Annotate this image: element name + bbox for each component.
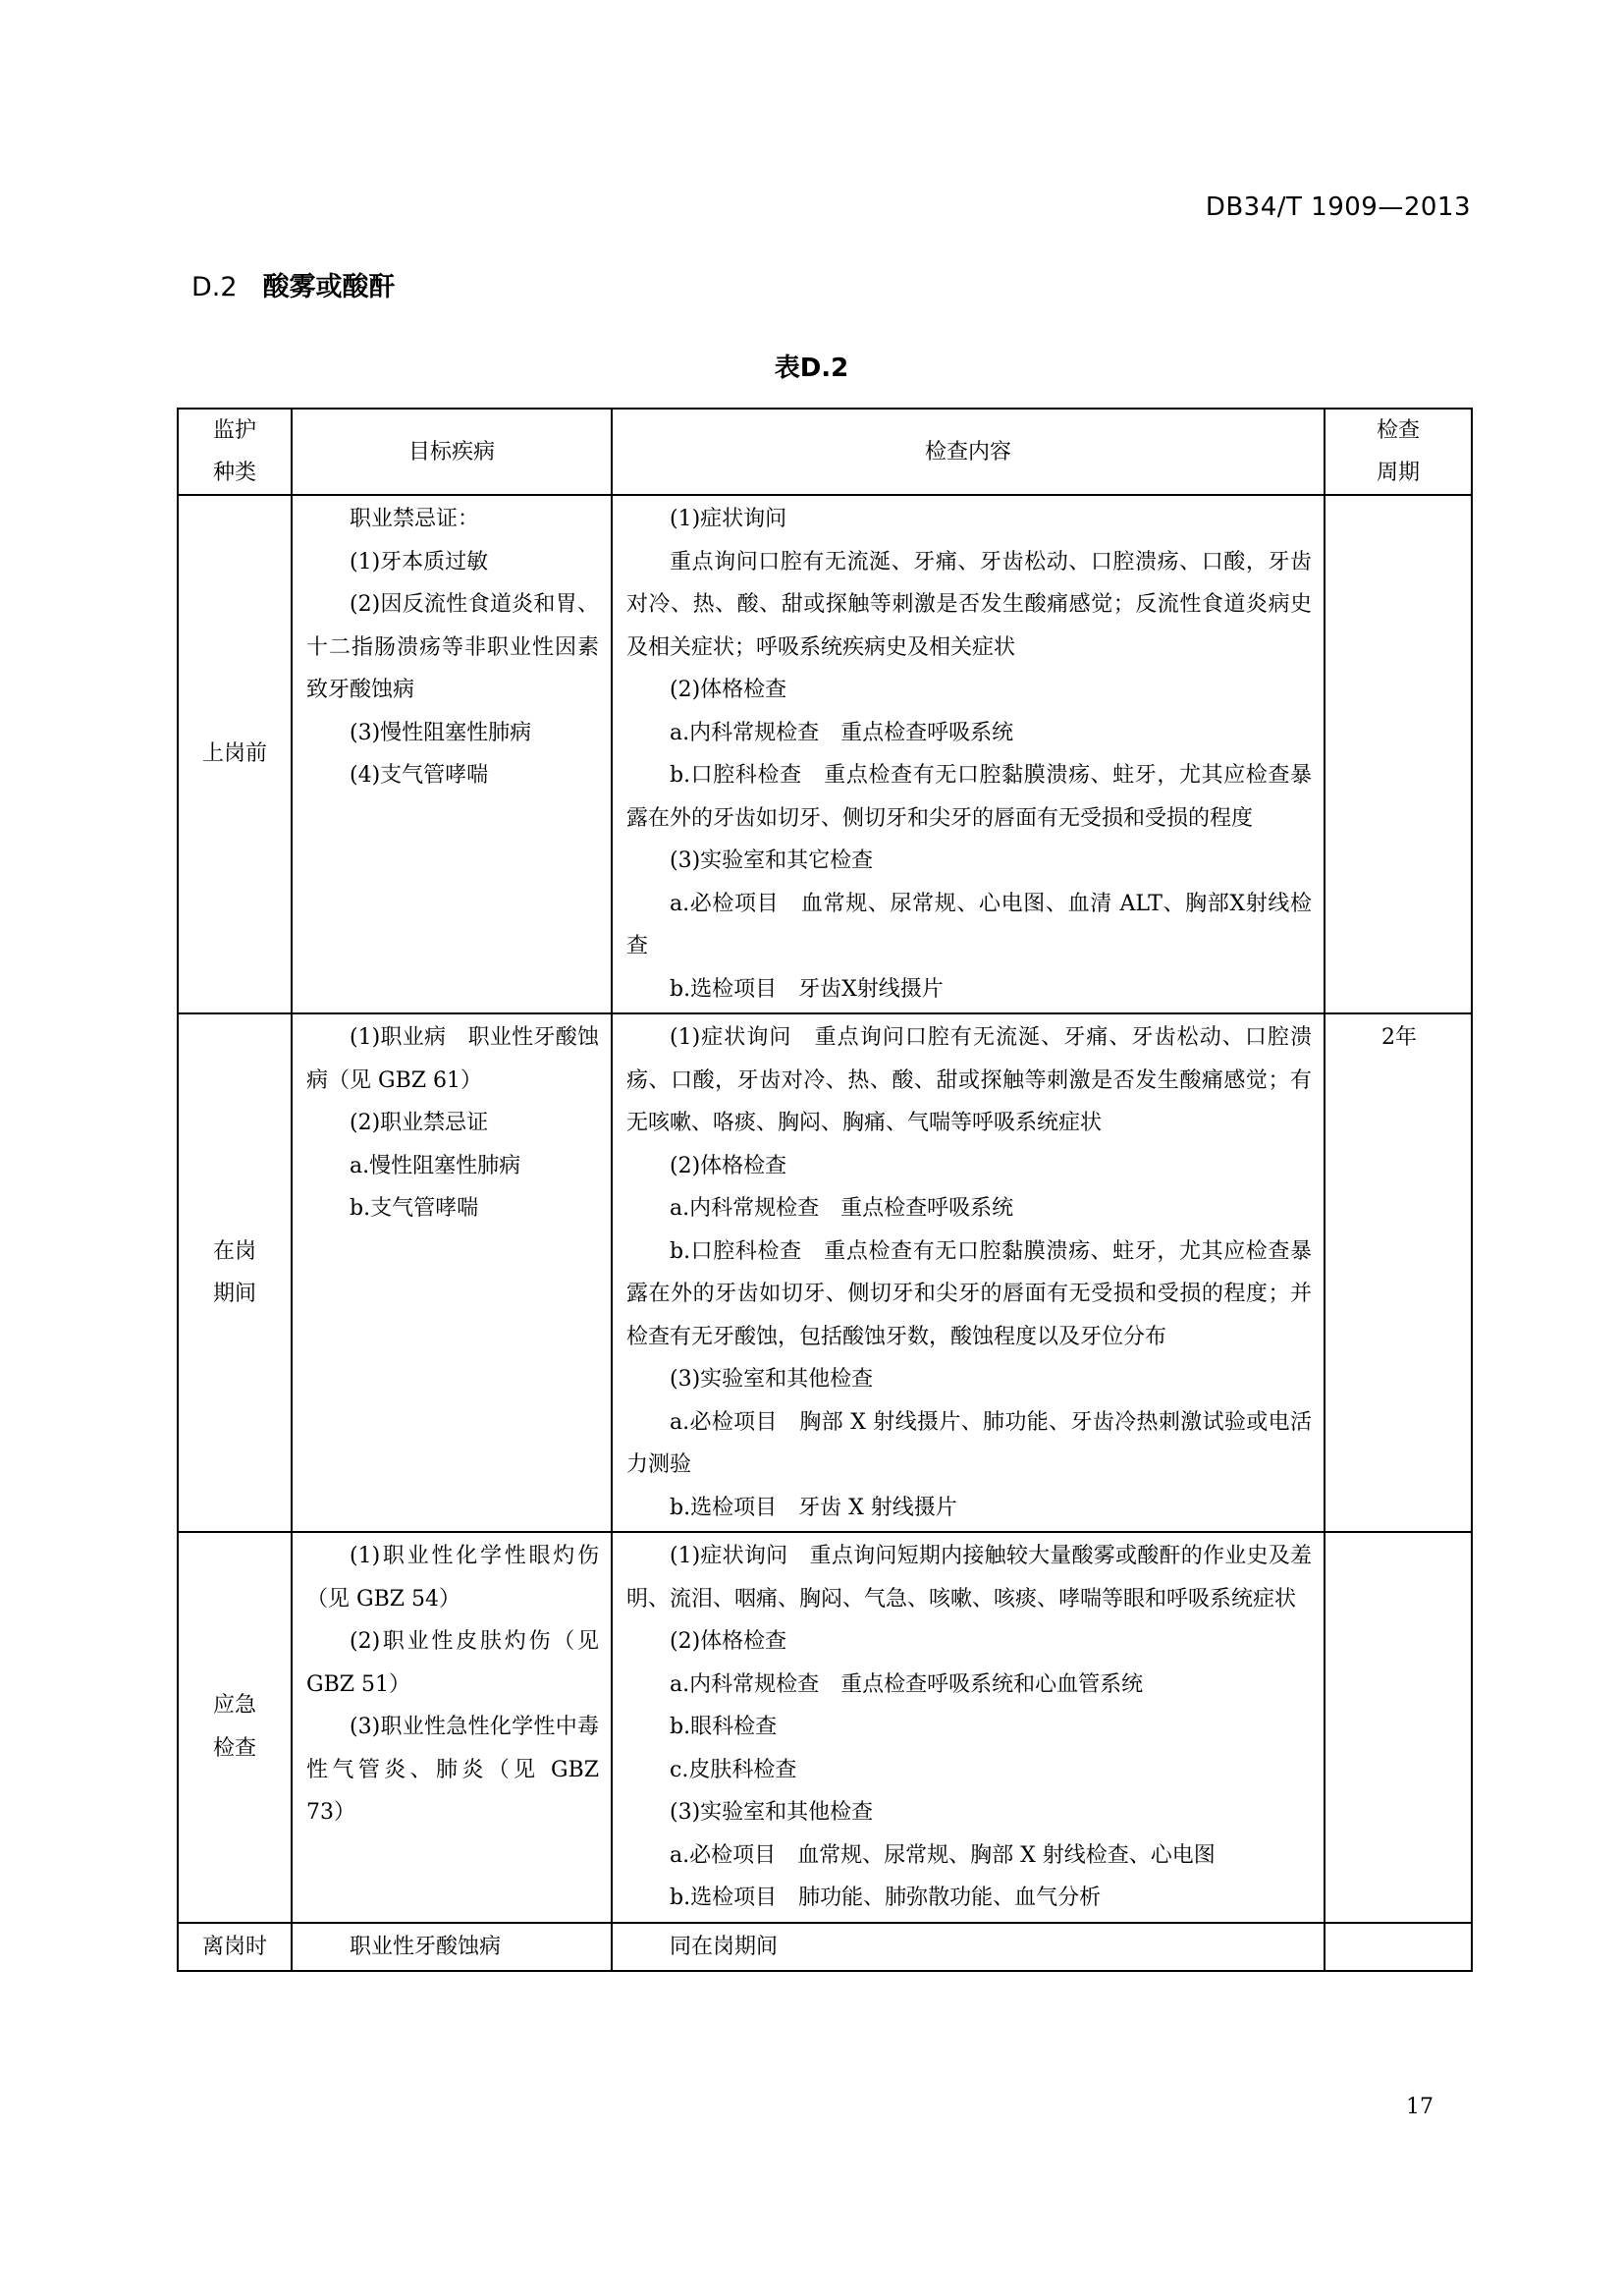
- header-category: [178, 409, 292, 495]
- content-line: c.皮肤科检查: [670, 1757, 797, 1782]
- content-line: a.必检项目 胸部 X 射线摄片、肺功能、牙齿冷热刺激试验或电活力测验: [626, 1409, 1312, 1477]
- period-value: [1325, 1533, 1471, 1537]
- disease-line: (3)慢性阻塞性肺病: [350, 720, 532, 745]
- disease-line: (2)职业禁忌证: [350, 1111, 489, 1135]
- disease-line: (1)职业性化学性眼灼伤（见 GBZ 54）: [306, 1544, 599, 1612]
- document-code: DB34/T 1909—2013: [1205, 192, 1471, 222]
- disease-cell: [292, 495, 612, 1013]
- content-line: a.必检项目 血常规、尿常规、心电图、血清 ALT、胸部X射线检查: [626, 891, 1312, 958]
- table-header-row: [178, 409, 1472, 495]
- page-number: 17: [1406, 2095, 1434, 2119]
- category-cell: [178, 495, 292, 1013]
- content-line: (2)体格检查: [670, 678, 787, 702]
- content-line: b.选检项目 肺功能、肺弥散功能、血气分析: [670, 1886, 1102, 1910]
- content-cell: [612, 495, 1325, 1013]
- period-cell: [1325, 1532, 1472, 1923]
- content-cell: [612, 1532, 1325, 1923]
- content-line: 同在岗期间: [670, 1934, 779, 1959]
- disease-line: (1)职业病 职业性牙酸蚀病（见 GBZ 61）: [306, 1025, 599, 1093]
- table-row: [178, 1532, 1472, 1923]
- content-line: 重点询问口腔有无流涎、牙痛、牙齿松动、口腔溃疡、口酸，牙齿对冷、热、酸、甜或探触等刺激是否发生酸痛感觉；反流性食道炎病史及相关症状；呼吸系统疾病史及相关症状: [626, 549, 1312, 660]
- category-cell: [178, 1013, 292, 1532]
- content-cell: [612, 1923, 1325, 1972]
- period-cell: [1325, 1923, 1472, 1972]
- header-category-line: 监护: [212, 418, 256, 443]
- period-value: 2年: [1381, 1025, 1417, 1050]
- content-line: (1)症状询问 重点询问口腔有无流涎、牙痛、牙齿松动、口腔溃疡、口酸，牙齿对冷、热、酸、甜或探触等刺激是否发生酸痛感觉；有无咳嗽、咯痰、胸闷、胸痛、气喘等呼吸系统症状: [626, 1025, 1312, 1135]
- header-period: [1325, 409, 1472, 495]
- content-line: a.内科常规检查 重点检查呼吸系统: [670, 1196, 1014, 1221]
- content-cell: [612, 1013, 1325, 1532]
- disease-line: 职业性牙酸蚀病: [350, 1934, 502, 1959]
- category-label: 期间: [212, 1282, 256, 1306]
- category-label: 检查: [212, 1735, 256, 1761]
- disease-line: 职业禁忌证：: [350, 507, 480, 531]
- table-row: [178, 1013, 1472, 1532]
- disease-line: (2)职业性皮肤灼伤（见 GBZ 51）: [306, 1629, 599, 1697]
- period-cell: [1325, 495, 1472, 1013]
- disease-line: (2)因反流性食道炎和胃、十二指肠溃疡等非职业性因素致牙酸蚀病: [306, 592, 599, 702]
- disease-line: (1)牙本质过敏: [350, 549, 489, 574]
- header-period-line: 检查: [1376, 418, 1420, 443]
- content-line: b.眼科检查: [670, 1715, 778, 1739]
- disease-cell: [292, 1532, 612, 1923]
- period-cell: [1325, 1013, 1472, 1532]
- content-line: a.必检项目 血常规、尿常规、胸部 X 射线检查、心电图: [670, 1842, 1216, 1868]
- header-category-line: 种类: [212, 461, 256, 485]
- content-line: (3)实验室和其他检查: [670, 1800, 874, 1825]
- content-line: b.口腔科检查 重点检查有无口腔黏膜溃疡、蛀牙，尤其应检查暴露在外的牙齿如切牙、侧切牙和尖牙的唇面有无受损和受损的程度；并检查有无牙酸蚀，包括酸蚀牙数，酸蚀程度以及牙位分布: [626, 1238, 1312, 1349]
- content-line: b.选检项目 牙齿X射线摄片: [670, 976, 944, 1002]
- content-line: (1)症状询问: [670, 507, 787, 531]
- content-line: (2)体格检查: [670, 1153, 787, 1178]
- header-period-line: 周期: [1376, 461, 1420, 485]
- disease-line: b.支气管哮喘: [350, 1196, 479, 1221]
- category-label: 在岗: [212, 1238, 256, 1264]
- table-row: [178, 1923, 1472, 1972]
- content-line: (1)症状询问 重点询问短期内接触较大量酸雾或酸酐的作业史及羞明、流泪、咽痛、胸闷、气急、咳嗽、咳痰、哮喘等眼和呼吸系统症状: [626, 1544, 1312, 1612]
- table-caption: 表D.2: [774, 354, 849, 383]
- content-line: (3)实验室和其他检查: [670, 1367, 874, 1392]
- content-line: b.口腔科检查 重点检查有无口腔黏膜溃疡、蛀牙，尤其应检查暴露在外的牙齿如切牙、侧切牙和尖牙的唇面有无受损和受损的程度: [626, 763, 1312, 831]
- content-line: (3)实验室和其它检查: [670, 848, 874, 873]
- content-line: (2)体格检查: [670, 1629, 787, 1654]
- category-label: 应急: [212, 1693, 256, 1719]
- table-row: [178, 495, 1472, 1013]
- header-disease: 目标疾病: [292, 409, 612, 495]
- section-number: D.2: [191, 272, 238, 302]
- section-title: 酸雾或酸酐: [262, 272, 396, 302]
- category-label: 上岗前: [201, 741, 267, 767]
- category-label: 离岗时: [201, 1934, 267, 1959]
- disease-line: a.慢性阻塞性肺病: [350, 1153, 521, 1178]
- period-value: [1325, 1924, 1471, 1928]
- disease-cell: [292, 1013, 612, 1532]
- inspection-table: [177, 408, 1473, 1972]
- header-content: 检查内容: [612, 409, 1325, 495]
- content-line: b.选检项目 牙齿 X 射线摄片: [670, 1495, 957, 1520]
- content-line: a.内科常规检查 重点检查呼吸系统和心血管系统: [670, 1671, 1144, 1697]
- period-value: [1325, 496, 1471, 500]
- disease-cell: [292, 1923, 612, 1972]
- content-line: a.内科常规检查 重点检查呼吸系统: [670, 720, 1014, 745]
- category-cell: [178, 1923, 292, 1972]
- category-cell: [178, 1532, 292, 1923]
- section-heading: [191, 265, 396, 303]
- disease-line: (4)支气管哮喘: [350, 763, 489, 788]
- disease-line: (3)职业性急性化学性中毒性气管炎、肺炎（见 GBZ 73）: [306, 1715, 599, 1825]
